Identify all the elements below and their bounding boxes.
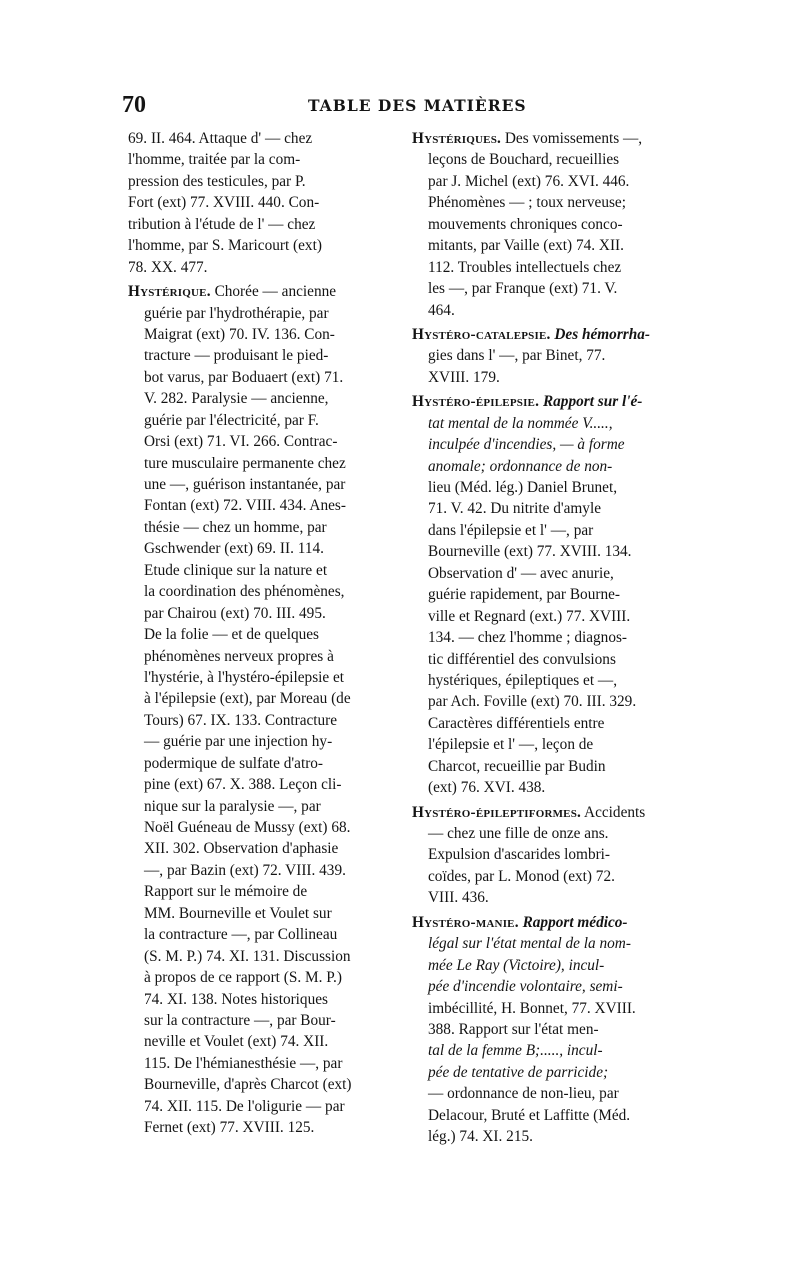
entry-line: 112. Troubles intellectuels chez	[428, 258, 622, 276]
entry-line: gies dans l' —, par Binet, 77.	[428, 347, 606, 365]
index-entry-hystero-epilepsie	[412, 391, 680, 798]
entry-heading: Hystéro-épileptiformes.	[412, 803, 582, 821]
entry-line: —, par Bazin (ext) 72. VIII. 439.	[144, 861, 346, 879]
entry-line: Fort (ext) 77. XVIII. 440. Con-	[128, 194, 320, 212]
entry-line: 71. V. 42. Du nitrite d'amyle	[428, 500, 601, 518]
entry-line: imbécillité, H. Bonnet, 77. XVIII.	[428, 999, 636, 1017]
entry-line: 74. XI. 138. Notes historiques	[144, 990, 328, 1008]
entry-line: 388. Rapport sur l'état men-	[428, 1020, 599, 1038]
entry-heading: Hystéro-épilepsie.	[412, 393, 540, 411]
entry-line: la contracture —, par Collineau	[144, 926, 338, 944]
entry-line: dans l'épilepsie et l' —, par	[428, 521, 594, 539]
entry-line: guérie par l'électricité, par F.	[144, 411, 319, 429]
entry-line: MM. Bourneville et Voulet sur	[144, 904, 332, 922]
entry-line: — guérie par une injection hy-	[144, 733, 333, 751]
index-entry-hysteriques	[412, 128, 680, 321]
entry-line: 464.	[428, 301, 455, 319]
entry-line: VIII. 436.	[428, 889, 489, 907]
entry-heading: Hystérique.	[128, 283, 211, 301]
entry-line: — chez une fille de onze ans.	[428, 825, 609, 842]
index-entry-hysterie-continued	[128, 128, 388, 278]
entry-line: légal sur l'état mental de la nom-	[428, 935, 631, 953]
right-column	[412, 128, 680, 1148]
entry-first-line	[412, 912, 680, 933]
entry-line: Delacour, Bruté et Laffitte (Méd.	[428, 1106, 631, 1124]
entry-line: mouvements chroniques conco-	[428, 215, 623, 233]
entry-line: Fontan (ext) 72. VIII. 434. Anes-	[144, 497, 346, 515]
entry-line: Caractères différentiels entre	[428, 714, 605, 732]
entry-line: à propos de ce rapport (S. M. P.)	[144, 969, 342, 987]
entry-line: inculpée d'incendies, — à forme	[428, 436, 625, 454]
entry-line: neville et Voulet (ext) 74. XII.	[144, 1033, 329, 1051]
entry-line: l'hystérie, à l'hystéro-épilepsie et	[144, 668, 345, 686]
page-header	[118, 92, 527, 118]
page-number: 70	[122, 92, 146, 118]
index-entry-hystero-catalepsie	[412, 324, 680, 388]
entry-line: podermique de sulfate d'atro-	[144, 754, 324, 772]
entry-line: sur la contracture —, par Bour-	[144, 1011, 336, 1029]
entry-line: Phénomènes — ; toux nerveuse;	[428, 194, 626, 212]
entry-line: une —, guérison instantanée, par	[144, 476, 346, 493]
entry-first-line	[128, 281, 388, 302]
running-head: TABLE DES MATIÈRES	[308, 96, 527, 115]
entry-line: Observation d' — avec anurie,	[428, 564, 614, 582]
entry-line: par J. Michel (ext) 76. XVI. 446.	[428, 172, 630, 190]
entry-line: Rapport sur l'é-	[542, 393, 643, 411]
entry-line: bot varus, par Boduaert (ext) 71.	[144, 368, 344, 386]
entry-line: — ordonnance de non-lieu, par	[428, 1085, 619, 1103]
entry-line: Fernet (ext) 77. XVIII. 125.	[144, 1119, 315, 1137]
entry-first-line	[412, 802, 680, 823]
left-column	[128, 128, 388, 1139]
entry-line: ville et Regnard (ext.) 77. XVIII.	[428, 607, 631, 625]
entry-line: guérie par l'hydrothérapie, par	[144, 304, 329, 322]
entry-heading: Hystéro-catalepsie.	[412, 325, 551, 343]
entry-line: coïdes, par L. Monod (ext) 72.	[428, 867, 615, 885]
entry-line: 134. — chez l'homme ; diagnos-	[428, 629, 628, 647]
entry-line: V. 282. Paralysie — ancienne,	[144, 390, 329, 408]
entry-line: leçons de Bouchard, recueillies	[428, 151, 620, 169]
entry-line: l'épilepsie et l' —, leçon de	[428, 736, 594, 754]
entry-line: (ext) 76. XVI. 438.	[428, 779, 546, 797]
entry-line: Etude clinique sur la nature et	[144, 561, 328, 579]
entry-line: lieu (Méd. lég.) Daniel Brunet,	[428, 479, 618, 496]
entry-line: Gschwender (ext) 69. II. 114.	[144, 540, 324, 558]
index-entry-hystero-epileptiformes	[412, 802, 680, 909]
entry-line: lég.) 74. XI. 215.	[428, 1128, 533, 1146]
index-entry-hystero-manie	[412, 912, 680, 1148]
entry-line: De la folie — et de quelques	[144, 626, 320, 644]
entry-line: Des vomissements —,	[504, 130, 643, 147]
entry-line: XII. 302. Observation d'aphasie	[144, 840, 339, 858]
index-entry-hysterique	[128, 281, 388, 1139]
entry-line: Tours) 67. IX. 133. Contracture	[144, 711, 338, 729]
entry-line: Charcot, recueillie par Budin	[428, 757, 606, 775]
entry-line: Accidents	[584, 803, 646, 821]
entry-first-line	[412, 128, 680, 149]
entry-line: l'homme, par S. Maricourt (ext)	[128, 237, 322, 255]
entry-line: pée d'incendie volontaire, semi-	[428, 978, 623, 996]
entry-line: 115. De l'hémianesthésie —, par	[144, 1054, 343, 1072]
entry-line: par Ach. Foville (ext) 70. III. 329.	[428, 693, 637, 711]
entry-line: la coordination des phénomènes,	[144, 583, 345, 601]
entry-line: pression des testicules, par P.	[128, 172, 306, 190]
entry-line: tribution à l'étude de l' — chez	[128, 215, 316, 233]
entry-line: Bourneville, d'après Charcot (ext)	[144, 1076, 352, 1094]
entry-line: pine (ext) 67. X. 388. Leçon cli-	[144, 776, 342, 794]
entry-line: Expulsion d'ascarides lombri-	[428, 846, 611, 864]
entry-line: hystériques, épileptiques et —,	[428, 671, 618, 689]
entry-line: 69. II. 464. Attaque d' — chez	[128, 130, 313, 147]
entry-line: guérie rapidement, par Bourne-	[428, 586, 620, 604]
entry-line: ture musculaire permanente chez	[144, 454, 346, 472]
entry-heading: Hystéro-manie.	[412, 913, 519, 931]
entry-line: tic différentiel des convulsions	[428, 650, 616, 668]
entry-line: nique sur la paralysie —, par	[144, 797, 321, 815]
entry-line: tal de la femme B;....., incul-	[428, 1042, 603, 1060]
entry-line: mitants, par Vaille (ext) 74. XII.	[428, 237, 624, 255]
entry-line: mée Le Ray (Victoire), incul-	[428, 956, 605, 974]
entry-line: phénomènes nerveux propres à	[144, 647, 334, 665]
entry-line: 74. XII. 115. De l'oligurie — par	[144, 1097, 345, 1115]
entry-line: Chorée — ancienne	[214, 283, 337, 301]
entry-line: tat mental de la nommée V.....,	[428, 414, 613, 432]
entry-line: à l'épilepsie (ext), par Moreau (de	[144, 690, 351, 708]
entry-line: pée de tentative de parricide;	[428, 1063, 609, 1081]
entry-line: Bourneville (ext) 77. XVIII. 134.	[428, 543, 632, 561]
entry-line: 78. XX. 477.	[128, 258, 208, 276]
entry-heading: Hystériques.	[412, 130, 502, 147]
entry-line: XVIII. 179.	[428, 368, 500, 386]
entry-line: thésie — chez un homme, par	[144, 518, 327, 536]
entry-line: les —, par Franque (ext) 71. V.	[428, 280, 618, 298]
entry-line: Maigrat (ext) 70. IV. 136. Con-	[144, 325, 335, 343]
entry-line: Rapport sur le mémoire de	[144, 883, 308, 901]
entry-line: Noël Guéneau de Mussy (ext) 68.	[144, 819, 351, 836]
entry-line: anomale; ordonnance de non-	[428, 457, 613, 475]
entry-line: Des hémorrha-	[554, 325, 650, 343]
entry-line: Rapport médico-	[522, 913, 628, 931]
entry-line: tracture — produisant le pied-	[144, 347, 329, 365]
entry-line: par Chairou (ext) 70. III. 495.	[144, 604, 326, 622]
entry-line: l'homme, traitée par la com-	[128, 151, 301, 169]
entry-first-line	[412, 324, 680, 345]
entry-line: (S. M. P.) 74. XI. 131. Discussion	[144, 947, 351, 965]
entry-first-line	[412, 391, 680, 412]
entry-line: Orsi (ext) 71. VI. 266. Contrac-	[144, 433, 338, 451]
